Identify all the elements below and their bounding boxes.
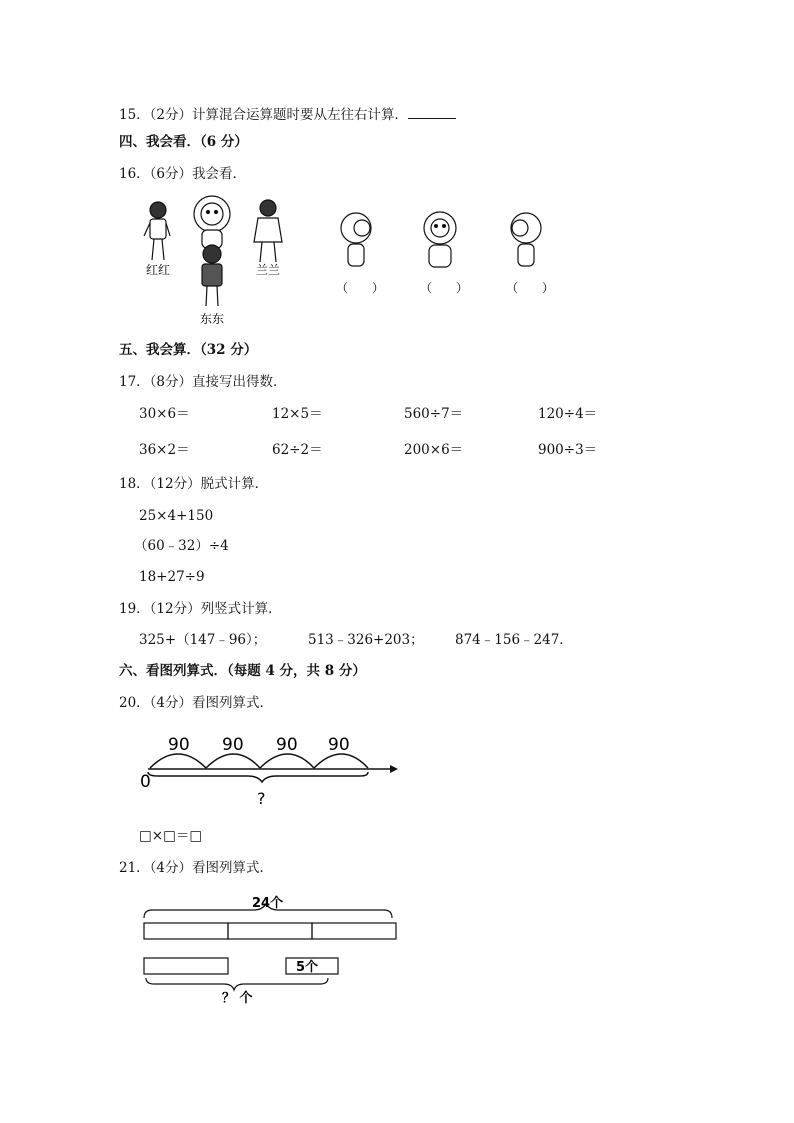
- calc-item: 560÷7＝: [404, 406, 464, 422]
- vertical-calc-item: 513﹣326+203；: [308, 632, 424, 648]
- lower-bar: [144, 958, 228, 974]
- jump-arc-2: [206, 754, 260, 768]
- name-dongdong: 东东: [200, 312, 225, 326]
- bottom-brace: [146, 978, 328, 990]
- answer-paren-2[interactable]: （ ）: [420, 281, 469, 295]
- formula-boxes[interactable]: □×□＝□: [139, 828, 203, 844]
- calc-item: 36×2＝: [139, 442, 190, 458]
- answer-paren-3[interactable]: （ ）: [506, 281, 555, 295]
- lion-figure: [194, 196, 230, 248]
- calc-item: 62÷2＝: [272, 442, 323, 458]
- question-19-text: 19．（12分）列竖式计算．: [119, 601, 282, 617]
- arc-label: 90: [328, 735, 350, 755]
- jump-arc-3: [260, 754, 314, 768]
- arc-label: 90: [168, 735, 190, 755]
- calc-item: 12×5＝: [272, 406, 323, 422]
- girl-lanlan-figure: [254, 200, 282, 262]
- lion-front-view: [424, 212, 456, 267]
- bar-model-diagram: [138, 890, 404, 1010]
- observation-illustration: [130, 190, 580, 330]
- lion-side-view-right: [511, 213, 541, 266]
- jump-arc-4: [314, 754, 368, 768]
- question-15: [119, 106, 456, 123]
- box-label: 5个: [296, 960, 319, 975]
- question-16-text: 16．（6分）我会看．: [119, 166, 247, 182]
- vertical-calc-item: 874﹣156﹣247．: [455, 632, 573, 648]
- calc-item: 30×6＝: [139, 406, 190, 422]
- bottom-label: ？ 个: [222, 991, 253, 1006]
- question-18-text: 18．（12分）脱式计算．: [119, 476, 269, 492]
- section-6-title: 六、看图列算式．（每题 4 分，共 8 分）: [119, 663, 366, 679]
- answer-paren-1[interactable]: （ ）: [336, 281, 385, 295]
- jump-arc-1: [150, 754, 206, 768]
- calc-item: 200×6＝: [404, 442, 464, 458]
- question-mark-label: ?: [257, 789, 266, 808]
- question-17-text: 17．（8分）直接写出得数．: [119, 374, 287, 390]
- total-brace: [148, 772, 368, 782]
- arrow-head-icon: [390, 765, 398, 773]
- calc-item: 900÷3＝: [538, 442, 598, 458]
- girl-honghong-figure: [144, 202, 170, 260]
- arc-label: 90: [276, 735, 298, 755]
- vertical-calc-item: 325+（147﹣96）；: [139, 632, 267, 648]
- boy-dongdong-figure: [202, 245, 222, 306]
- section-4-title: 四、我会看．（6 分）: [119, 134, 248, 150]
- calc-item: 120÷4＝: [538, 406, 598, 422]
- answer-blank[interactable]: [408, 106, 456, 119]
- bar-segment: [144, 923, 228, 939]
- question-15-text: 15．（2分）计算混合运算题时要从左往右计算．: [119, 107, 409, 123]
- bar-segment: [312, 923, 396, 939]
- zero-label: 0: [140, 772, 151, 792]
- name-honghong: 红红: [146, 263, 171, 277]
- question-20-text: 20．（4分）看图列算式．: [119, 695, 274, 711]
- step-calc-item: （60﹣32）÷4: [134, 538, 229, 554]
- step-calc-item: 18+27÷9: [139, 569, 205, 585]
- number-line-diagram: [138, 728, 408, 812]
- top-label: 24个: [252, 896, 284, 911]
- step-calc-item: 25×4+150: [139, 508, 214, 524]
- name-lanlan: 兰兰: [256, 263, 281, 277]
- section-5-title: 五、我会算．（32 分）: [119, 342, 258, 358]
- lion-side-view-left: [341, 213, 371, 266]
- arc-label: 90: [222, 735, 244, 755]
- bar-segment: [228, 923, 312, 939]
- question-21-text: 21．（4分）看图列算式．: [119, 860, 274, 876]
